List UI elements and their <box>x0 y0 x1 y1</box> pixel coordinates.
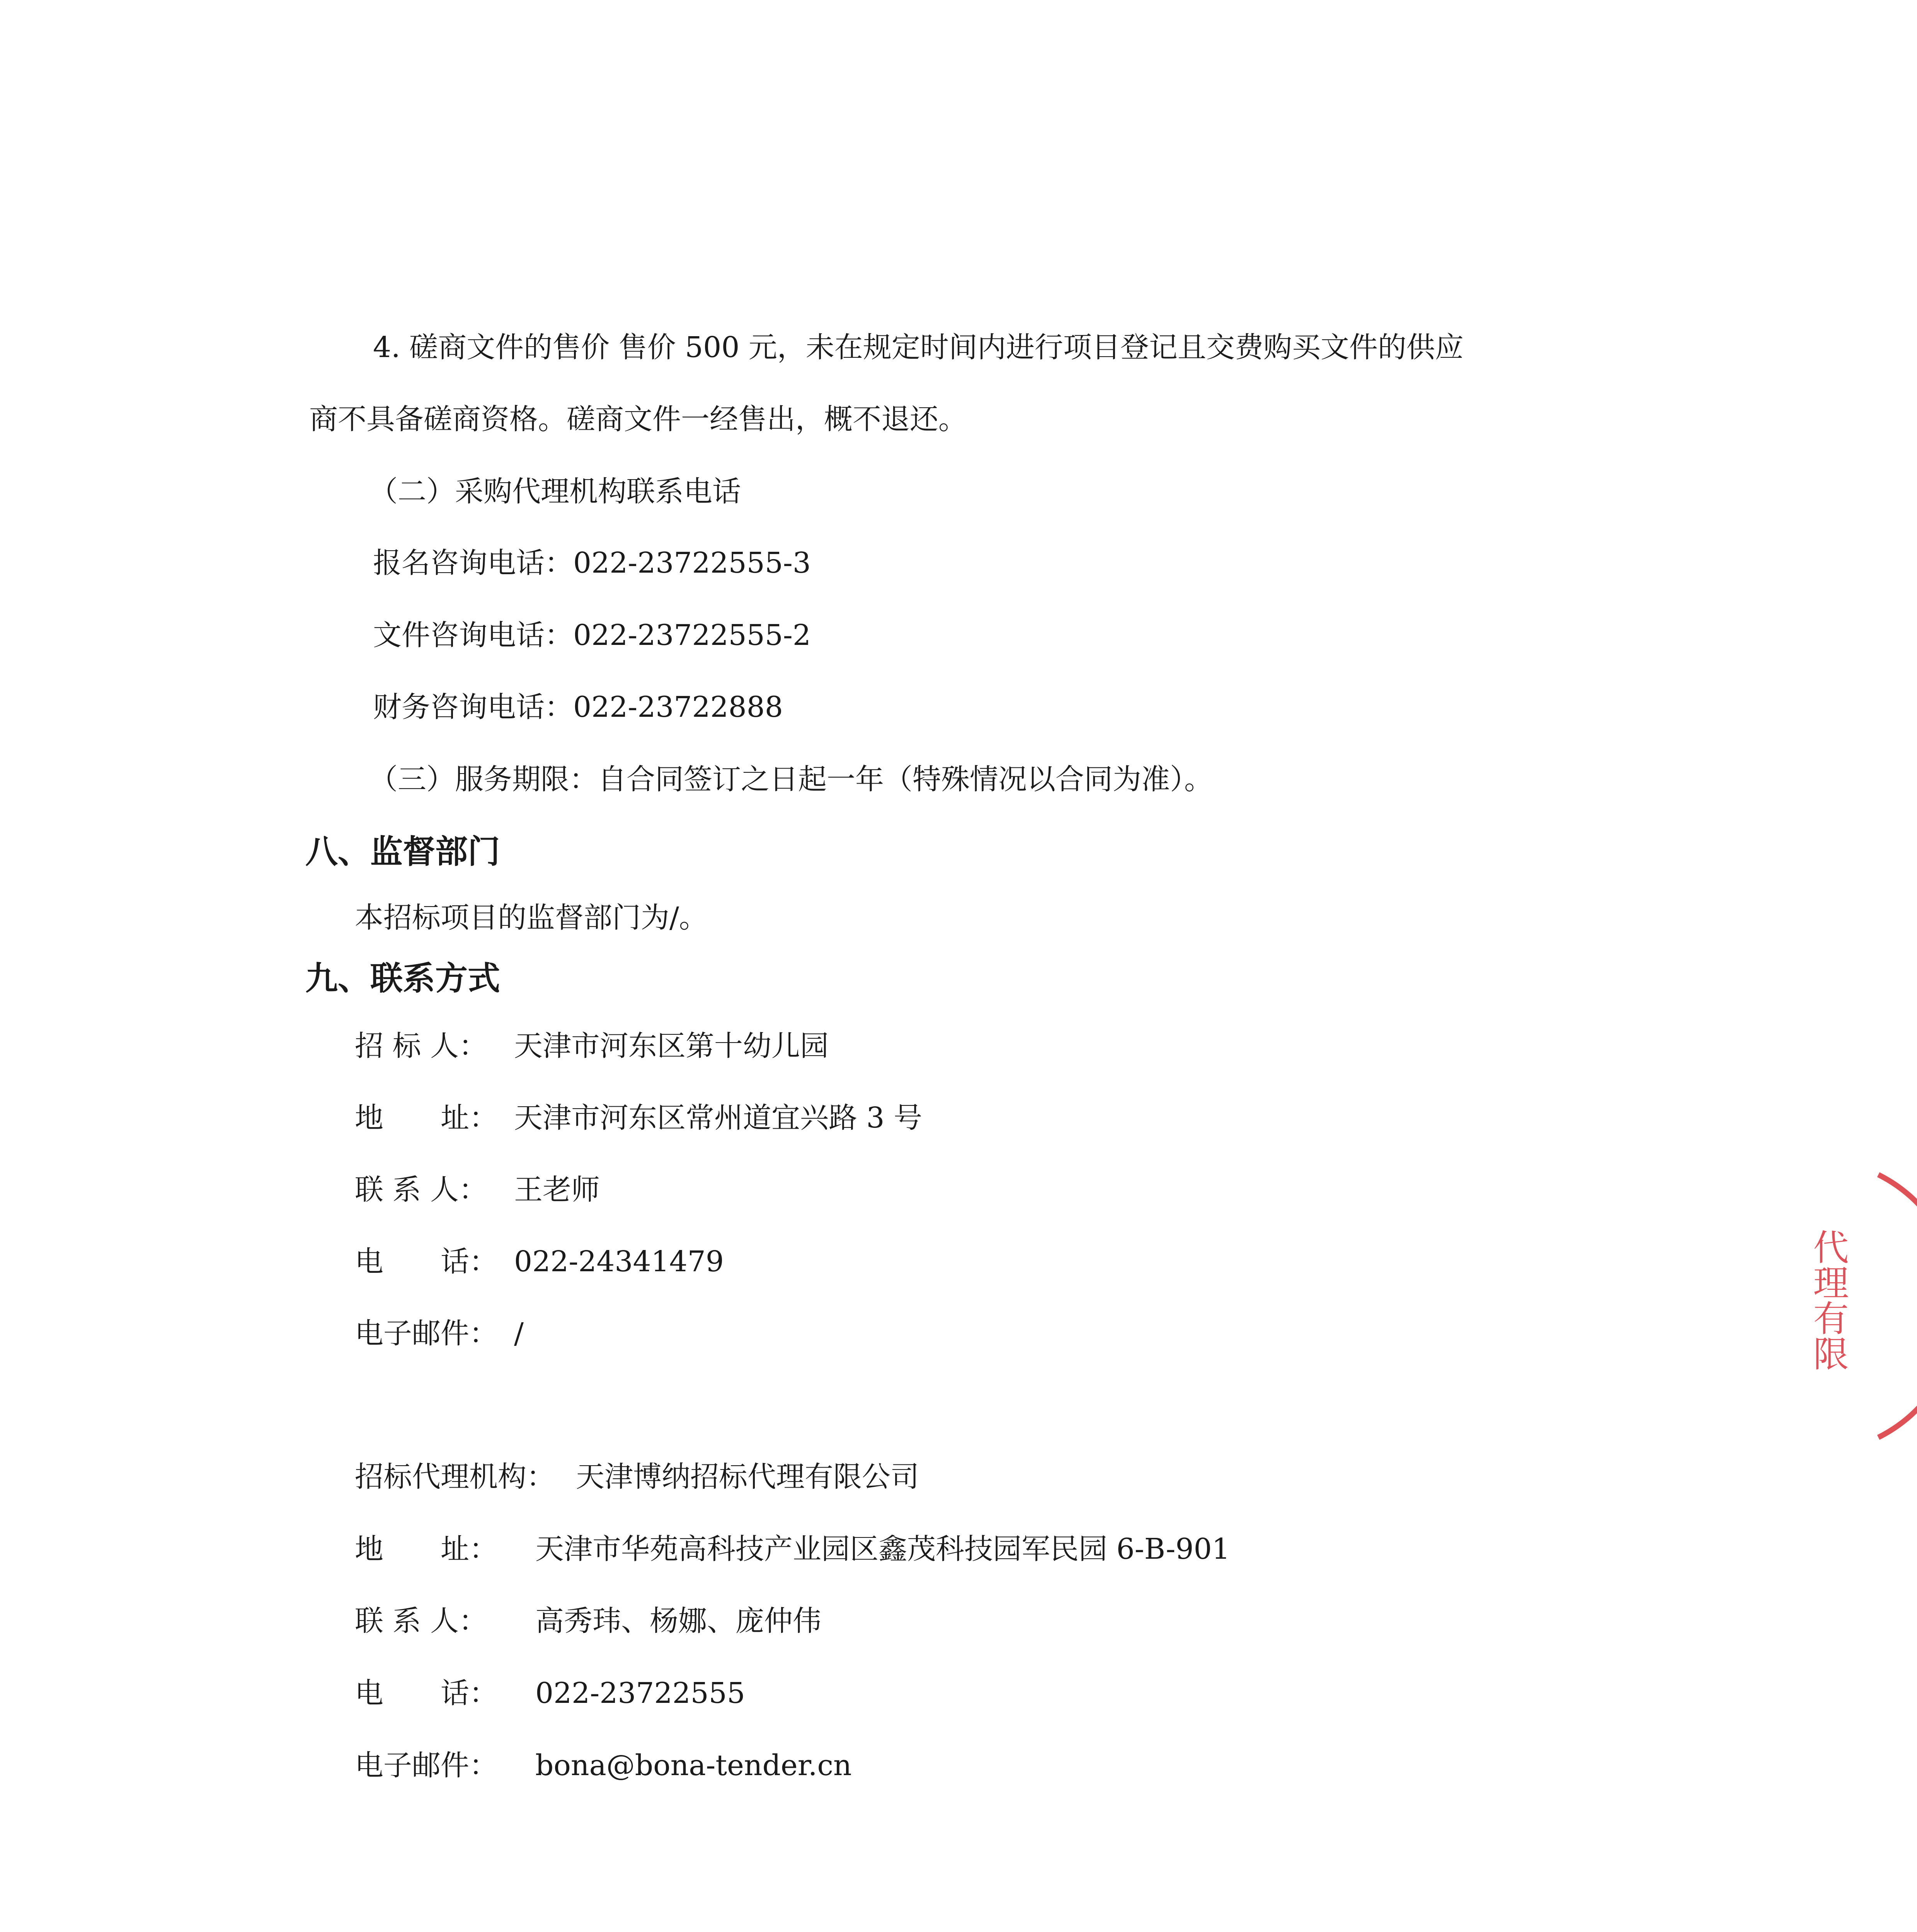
item4-line2: 商不具备磋商资格。磋商文件一经售出，概不退还。 <box>309 403 967 436</box>
agency-address-label: 地 址： <box>355 1532 498 1566</box>
tenderer-contact: 王老师 <box>514 1173 600 1206</box>
section8-heading: 八、监督部门 <box>305 833 501 871</box>
tenderer-name: 天津市河东区第十幼儿园 <box>514 1029 829 1063</box>
service-period: （三）服务期限：自合同签订之日起一年（特殊情况以合同为准）。 <box>369 763 1213 796</box>
section8-body: 本招标项目的监督部门为/。 <box>355 901 708 934</box>
edge-seal-text: 代理有限 <box>1807 1229 1849 1371</box>
agency-name-label: 招标代理机构： <box>355 1460 555 1493</box>
agency-contact: 高秀玮、杨娜、庞仲伟 <box>535 1604 821 1638</box>
tenderer-address-label: 地 址： <box>355 1101 498 1134</box>
phone-finance: 财务咨询电话：022-23722888 <box>373 690 783 724</box>
agency-email-label: 电子邮件： <box>355 1749 498 1782</box>
agency-address: 天津市华苑高科技产业园区鑫茂科技园军民园 6-B-901 <box>535 1532 1230 1566</box>
tenderer-contact-label: 联 系 人： <box>355 1173 488 1206</box>
agency-phone: 022-23722555 <box>535 1677 745 1710</box>
item4-line1: 4. 磋商文件的售价 售价 500 元，未在规定时间内进行项目登记且交费购买文件的供应 <box>373 331 1464 364</box>
edge-seal <box>1807 1159 1917 1453</box>
tenderer-address: 天津市河东区常州道宜兴路 3 号 <box>514 1101 923 1134</box>
tenderer-email: / <box>514 1317 524 1350</box>
phones-heading: （二）采购代理机构联系电话 <box>369 475 741 508</box>
tenderer-phone: 022-24341479 <box>514 1245 724 1278</box>
tenderer-name-label: 招 标 人： <box>355 1029 488 1063</box>
phone-document: 文件咨询电话：022-23722555-2 <box>373 619 811 652</box>
section9-heading: 九、联系方式 <box>305 959 501 997</box>
tenderer-phone-label: 电 话： <box>355 1245 498 1278</box>
tenderer-email-label: 电子邮件： <box>355 1317 498 1350</box>
phone-register: 报名咨询电话：022-23722555-3 <box>373 546 811 580</box>
agency-name: 天津博纳招标代理有限公司 <box>576 1460 919 1493</box>
agency-contact-label: 联 系 人： <box>355 1604 488 1638</box>
agency-phone-label: 电 话： <box>355 1677 498 1710</box>
agency-email: bona@bona-tender.cn <box>535 1749 852 1782</box>
